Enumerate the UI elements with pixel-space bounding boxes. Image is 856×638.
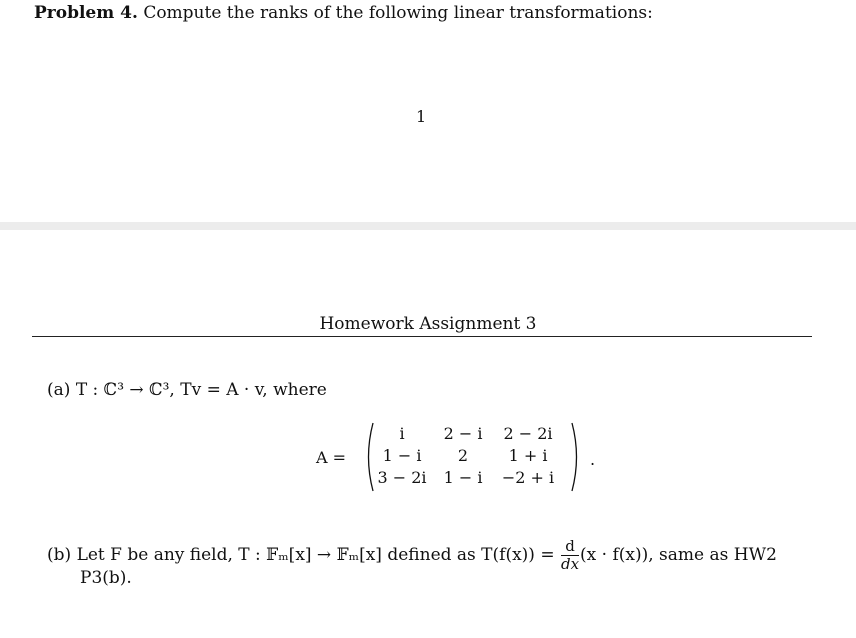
matrix-grid bbox=[372, 424, 562, 490]
matrix-cell: −2 + i bbox=[501, 468, 555, 487]
part-b-text-after: (x · f(x)), same as HW2 bbox=[580, 545, 777, 565]
problem-statement bbox=[34, 3, 653, 23]
matrix-cell: 1 − i bbox=[443, 468, 483, 487]
matrix-cell: i bbox=[399, 424, 405, 443]
part-a-label: (a) bbox=[47, 380, 71, 400]
matrix-cell: 2 bbox=[457, 446, 469, 465]
page-number: 1 bbox=[416, 107, 427, 126]
matrix-cell: 2 − 2i bbox=[503, 424, 553, 443]
matrix-period: . bbox=[590, 450, 596, 469]
fraction-numerator: d bbox=[561, 538, 579, 556]
header-rule bbox=[32, 336, 812, 337]
page-separator bbox=[0, 222, 856, 230]
part-a-text: T : ℂ³ → ℂ³, Tv = A · v, where bbox=[75, 380, 327, 400]
fraction-denominator: dx bbox=[560, 555, 580, 573]
part-b-text: Let F be any field, T : 𝔽ₘ[x] → 𝔽ₘ[x] defined as T(f(x)) = bbox=[76, 545, 555, 565]
problem-label: Problem 4. bbox=[34, 3, 138, 23]
matrix-cell: 1 − i bbox=[382, 446, 422, 465]
matrix-cell: 2 − i bbox=[443, 424, 483, 443]
problem-text: Compute the ranks of the following linear transformations: bbox=[143, 3, 653, 23]
part-a bbox=[47, 380, 327, 400]
derivative-fraction bbox=[561, 538, 579, 573]
matrix-label: A = bbox=[316, 448, 347, 467]
right-paren-icon bbox=[570, 422, 582, 492]
page-1 bbox=[0, 0, 856, 222]
matrix-cell: 3 − 2i bbox=[377, 468, 427, 487]
part-b bbox=[47, 538, 777, 573]
page-2 bbox=[0, 230, 856, 638]
matrix-cell: 1 + i bbox=[508, 446, 548, 465]
part-b-continuation: P3(b). bbox=[80, 568, 132, 588]
part-b-label: (b) bbox=[47, 545, 72, 565]
page-header-title: Homework Assignment 3 bbox=[319, 314, 537, 334]
